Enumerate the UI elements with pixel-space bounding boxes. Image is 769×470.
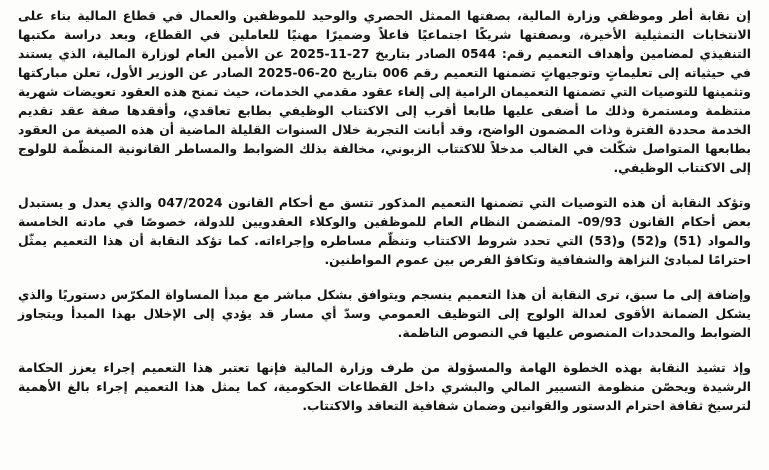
paragraph-equality-principle: وإضافة إلى ما سبق، ترى النقابة أن هذا التعميم ينسجم ويتوافق بشكل مباشر مع مبدأ المساواة المكرّس دستوريًا والذي يشكل الضمانة الأقوى لعدالة الولوج إلى التوظيف العمومي وسدّ أي مسار قد يؤدي إلى الإخلال بهذا المبدأ ويتجاوز الضوابط والمحددات المنصوص عليها في النصوص الناظمة. (18, 287, 751, 340)
paragraph-intro: إن نقابة أطر وموظفي وزارة المالية، بصفتها الممثل الحصري والوحيد للموظفين والعمال في قطاع المالية بناء على الانتخابات التمثيلية الأخيرة، وبصفتها شريكًا اجتماعيًا فاعلاً وضميرًا مهنيًا للعاملين في القطاع، وبعد دراسة مكتبها التنفيذي لمضامين وأهداف التعميم رقم: 0544 الصادر بتاريخ 27-11-2025 عن الأمين العام لوزارة المالية، الذي يستند في حيثياته إلى تعليماتٍ وتوجيهاتٍ تضمنها التعميم رقم 006 بتاريخ 20-06-2025 الصادر عن الوزير الأول، تعلن مباركتها وتثمينها للتوصيات التي تضمنها التعميمان الرامية إلى إلغاء عقود مقدمي الخدمات، حيث تمنح هذه العقود تعويضات شهرية منتظمة ومستمرة وذلك ما أضفى عليها طابعا أقرب إلى الاكتتاب الوظيفي بطابع تعاقدي، وأفقدها صفة عقد تقديم الخدمة محددة الفترة وذات المضمون الواضح، وقد أبانت التجربة خلال السنوات القليلة الماضية أن هذه الصيغة من العقود بطابعها المتواصل شكّلت في الغالب مدخلاً للاكتتاب الزبوني، مخالفة بذلك الضوابط والمساطر القانونية المنظّمة للولوج إلى الاكتتاب الوظيفي. (18, 8, 752, 175)
paragraph-governance: وإذ تشيد النقابة بهذه الخطوة الهامة والمسؤولة من طرف وزارة المالية فإنها تعتبر هذا التعميم إجراء يعزز الحكامة الرشيدة ويحصّن منظومة التسيير المالي والبشري داخل القطاعات الحكومية، كما يمثل هذا التعميم إجراء بالغ الأهمية لترسيخ ثقافة احترام الدستور والقوانين وضمان شفافية التعاقد والاكتتاب. (18, 360, 751, 413)
paragraph-legal-conformity: وتؤكد النقابة أن هذه التوصيات التي تضمنها التعميم المذكور تتسق مع أحكام القانون 047/2024 والذي يعدل و يستبدل بعض أحكام القانون 09/93- المتضمن النظام العام للموظفين والوكلاء العقدويين للدولة، خصوصًا في مادته الخامسة والمواد (51) و(52) و(53) التي تحدد شروط الاكتتاب وتنظّم مساطره وإجراءاته. كما تؤكد النقابة أن هذا التعميم يمثّل احترامًا لمبادئ النزاهة والشفافية وتكافؤ الفرص بين عموم المواطنين. (18, 195, 751, 267)
